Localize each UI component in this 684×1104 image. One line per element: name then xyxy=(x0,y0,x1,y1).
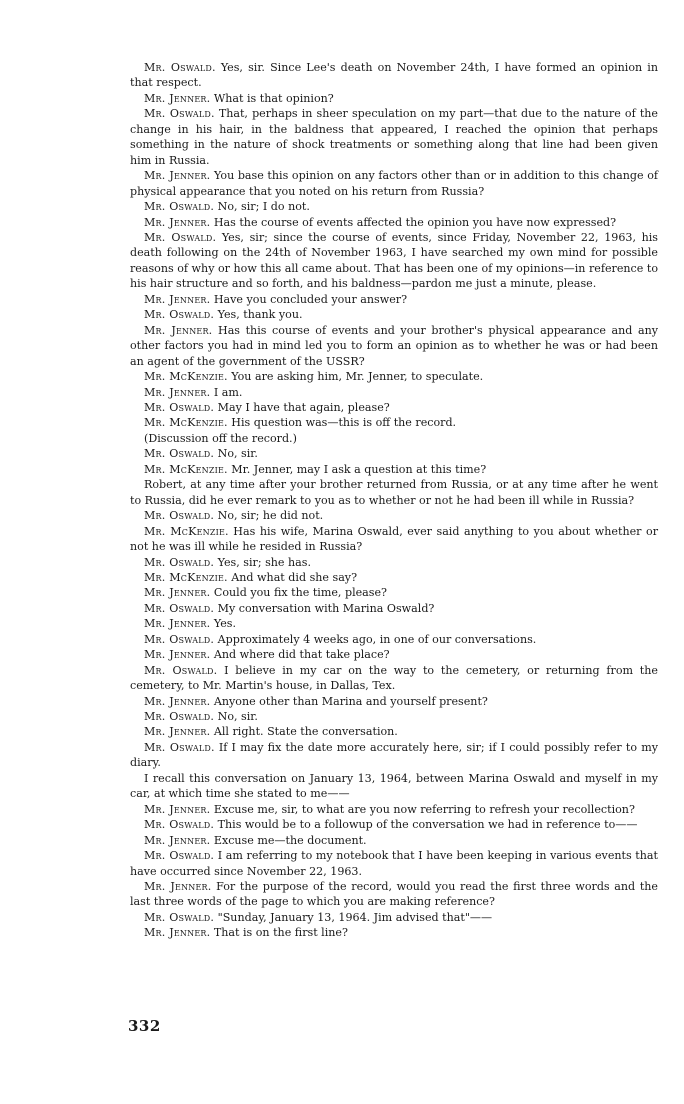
paragraph-text: His question was—this is off the record. xyxy=(231,416,457,430)
transcript-paragraph xyxy=(130,585,658,600)
speaker-name: Mr. Jenner. xyxy=(144,648,211,662)
speaker-name: Mr. Jenner. xyxy=(144,385,211,399)
paragraph-text: Has this course of events and your brother's physical appearance and any other factors you had in mind led you to form an opinion as to whether he was or had been an agent of the government of the USSR? xyxy=(130,323,659,368)
transcript-paragraph xyxy=(130,199,658,214)
speaker-name: Mr. McKenzie. xyxy=(144,370,228,384)
transcript-paragraph xyxy=(130,446,658,461)
paragraph-text: What is that opinion? xyxy=(213,91,334,105)
speaker-name: Mr. Oswald. xyxy=(144,200,215,214)
transcript-paragraph xyxy=(130,477,658,508)
paragraph-text: Approximately 4 weeks ago, in one of our conversations. xyxy=(217,632,537,646)
transcript-paragraph xyxy=(130,833,658,848)
speaker-name: Mr. Oswald. xyxy=(144,509,215,523)
speaker-name: Mr. Jenner. xyxy=(144,802,211,816)
speaker-name: Mr. Jenner. xyxy=(144,169,211,183)
transcript-paragraph xyxy=(130,369,658,384)
speaker-name: Mr. Oswald. xyxy=(144,910,215,924)
paragraph-text: No, sir; I do not. xyxy=(217,200,310,214)
paragraph-text: And where did that take place? xyxy=(213,648,390,662)
transcript-paragraph xyxy=(130,106,658,168)
transcript-paragraph xyxy=(130,415,658,430)
paragraph-text: Could you fix the time, please? xyxy=(213,586,388,600)
speaker-name: Mr. Oswald. xyxy=(144,849,215,863)
transcript-paragraph xyxy=(130,215,658,230)
transcript-paragraph xyxy=(130,400,658,415)
paragraph-text: No, sir. xyxy=(217,710,258,724)
transcript-body xyxy=(130,60,658,941)
paragraph-text: You are asking him, Mr. Jenner, to speculate. xyxy=(231,370,484,384)
paragraph-text: (Discussion off the record.) xyxy=(144,431,297,445)
speaker-name: Mr. Oswald. xyxy=(144,632,215,646)
transcript-paragraph xyxy=(130,694,658,709)
transcript-paragraph xyxy=(130,385,658,400)
paragraph-text: Yes. xyxy=(213,617,236,631)
speaker-name: Mr. Oswald. xyxy=(144,710,215,724)
paragraph-text: Mr. Jenner, may I ask a question at this time? xyxy=(231,462,487,476)
paragraph-text: Has his wife, Marina Oswald, ever said anything to you about whether or not he was ill while he resided in Russia? xyxy=(130,524,658,554)
transcript-paragraph xyxy=(130,570,658,585)
speaker-name: Mr. Oswald. xyxy=(144,230,217,244)
paragraph-text: Has the course of events affected the opinion you have now expressed? xyxy=(213,215,617,229)
transcript-paragraph xyxy=(130,555,658,570)
transcript-paragraph xyxy=(130,307,658,322)
paragraph-text: Robert, at any time after your brother returned from Russia, or at any time after he went to Russia, did he ever remark to you as to whether or not he had been ill while in Russia? xyxy=(130,478,658,507)
paragraph-text: You base this opinion on any factors other than or in addition to this change of physical appearance that you noted on his return from Russia? xyxy=(130,169,659,198)
transcript-paragraph xyxy=(130,724,658,739)
paragraph-text: No, sir; he did not. xyxy=(217,509,324,523)
paragraph-text: Anyone other than Marina and yourself present? xyxy=(213,694,488,708)
speaker-name: Mr. Oswald. xyxy=(144,818,215,832)
transcript-paragraph xyxy=(130,910,658,925)
paragraph-text: Yes, sir. Since Lee's death on November 24th, I have formed an opinion in that respect. xyxy=(130,61,658,90)
speaker-name: Mr. Jenner. xyxy=(144,323,213,337)
speaker-name: Mr. Oswald. xyxy=(144,555,215,569)
transcript-paragraph xyxy=(130,616,658,631)
paragraph-text: I believe in my car on the way to the cemetery, or returning from the cemetery, to Mr. Martin's house, in Dallas, Tex. xyxy=(130,663,658,693)
paragraph-text: "Sunday, January 13, 1964. Jim advised that"—— xyxy=(217,910,493,924)
transcript-paragraph xyxy=(130,323,658,369)
speaker-name: Mr. Jenner. xyxy=(144,215,211,229)
speaker-name: Mr. Jenner. xyxy=(144,91,211,105)
speaker-name: Mr. Oswald. xyxy=(144,740,215,754)
transcript-paragraph xyxy=(130,168,658,199)
transcript-paragraph xyxy=(130,647,658,662)
speaker-name: Mr. Jenner. xyxy=(144,292,211,306)
transcript-paragraph xyxy=(130,462,658,477)
speaker-name: Mr. Oswald. xyxy=(144,447,215,461)
speaker-name: Mr. Oswald. xyxy=(144,107,215,121)
paragraph-text: If I may fix the date more accurately here, sir; if I could possibly refer to my diary. xyxy=(130,740,658,770)
paragraph-text: For the purpose of the record, would you read the first three words and the last three words of the page to which you are making reference? xyxy=(130,880,658,909)
speaker-name: Mr. McKenzie. xyxy=(144,462,228,476)
paragraph-text: Excuse me, sir, to what are you now referring to refresh your recollection? xyxy=(213,802,635,816)
speaker-name: Mr. Oswald. xyxy=(144,601,215,615)
paragraph-text: Excuse me—the document. xyxy=(213,833,367,847)
speaker-name: Mr. Jenner. xyxy=(144,694,211,708)
speaker-name: Mr. Jenner. xyxy=(144,926,211,940)
speaker-name: Mr. Jenner. xyxy=(144,880,212,894)
speaker-name: Mr. McKenzie. xyxy=(144,416,228,430)
transcript-paragraph xyxy=(130,230,658,292)
transcript-paragraph xyxy=(130,771,658,802)
paragraph-text: All right. State the conversation. xyxy=(213,725,398,739)
transcript-paragraph xyxy=(130,601,658,616)
paragraph-text: Yes, sir; she has. xyxy=(217,555,311,569)
transcript-paragraph xyxy=(130,632,658,647)
transcript-paragraph xyxy=(130,848,658,879)
paragraph-text: No, sir. xyxy=(217,447,258,461)
transcript-paragraph xyxy=(130,925,658,940)
transcript-paragraph xyxy=(130,709,658,724)
speaker-name: Mr. McKenzie. xyxy=(144,524,229,538)
paragraph-text: This would be to a followup of the conversation we had in reference to—— xyxy=(217,818,638,832)
transcript-paragraph xyxy=(130,508,658,523)
transcript-paragraph xyxy=(130,524,658,555)
speaker-name: Mr. Jenner. xyxy=(144,617,211,631)
transcript-paragraph xyxy=(130,663,658,694)
transcript-paragraph xyxy=(130,879,658,910)
transcript-paragraph xyxy=(130,802,658,817)
transcript-paragraph xyxy=(130,431,658,446)
speaker-name: Mr. Oswald. xyxy=(144,400,215,414)
paragraph-text: Yes, thank you. xyxy=(217,308,303,322)
speaker-name: Mr. Oswald. xyxy=(144,61,216,74)
paragraph-text: That is on the first line? xyxy=(213,926,348,940)
transcript-paragraph xyxy=(130,60,658,91)
speaker-name: Mr. Jenner. xyxy=(144,833,211,847)
speaker-name: Mr. Oswald. xyxy=(144,308,215,322)
speaker-name: Mr. Oswald. xyxy=(144,663,218,677)
transcript-paragraph xyxy=(130,817,658,832)
paragraph-text: May I have that again, please? xyxy=(217,400,390,414)
paragraph-text: I recall this conversation on January 13, 1964, between Marina Oswald and myself in my car, at which time she stated to me—— xyxy=(130,771,658,801)
speaker-name: Mr. Jenner. xyxy=(144,725,211,739)
paragraph-text: My conversation with Marina Oswald? xyxy=(217,601,435,615)
paragraph-text: And what did she say? xyxy=(231,570,358,584)
paragraph-text: I am. xyxy=(213,385,243,399)
paragraph-text: Yes, sir; since the course of events, since Friday, November 22, 1963, his death following on the 24th of November 1963, I have searched my own mind for possible reasons of why or how this all came about. That has been one of my opinions—in reference to his hair structure and so forth, and his baldness—pardon me just a minute, please. xyxy=(130,230,658,291)
speaker-name: Mr. Jenner. xyxy=(144,586,211,600)
paragraph-text: I am referring to my notebook that I have been keeping in various events that have occurred since November 22, 1963. xyxy=(130,849,658,878)
transcript-paragraph xyxy=(130,740,658,771)
speaker-name: Mr. McKenzie. xyxy=(144,570,228,584)
transcript-paragraph xyxy=(130,91,658,106)
transcript-paragraph xyxy=(130,292,658,307)
page-number: 332 xyxy=(128,1017,161,1035)
paragraph-text: That, perhaps in sheer speculation on my part—that due to the nature of the change in his hair, in the baldness that appeared, I reached the opinion that perhaps something in the nature of shock treatments or something along that line had been given him in Russia. xyxy=(130,107,658,167)
paragraph-text: Have you concluded your answer? xyxy=(213,292,408,306)
